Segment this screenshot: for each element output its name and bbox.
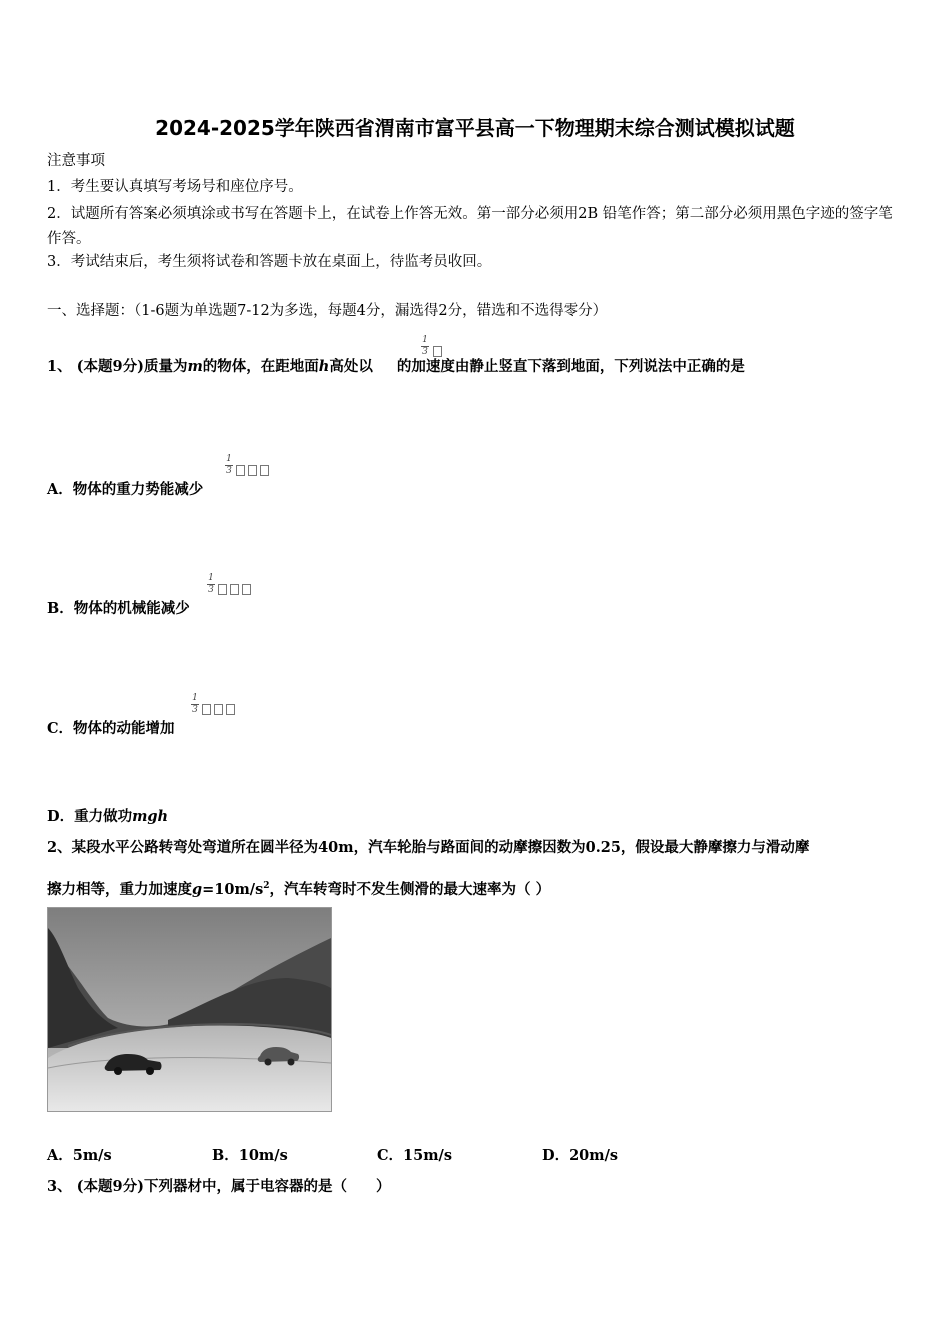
q1-option-d[interactable]: [47, 805, 168, 826]
q1-missing-glyph: [433, 341, 445, 360]
question-1-stem: [47, 357, 745, 377]
q2-option-a[interactable]: A．5m/s: [47, 1147, 112, 1164]
q1-var-h: h: [318, 358, 330, 375]
page-title: 2024-2025学年陕西省渭南市富平县高一下物理期末综合测试模拟试题: [155, 116, 795, 140]
notice-item-2: 2．试题所有答案必须填涂或书写在答题卡上，在试卷上作答无效。第一部分必须用2B 铅笔作答；第二部分必须用黑色字迹的签字笔作答。: [47, 206, 893, 247]
section-heading: 一、选择题：（1-6题为单选题7-12为多选，每题4分，漏选得2分，错选和不选得零分）: [47, 303, 608, 319]
q2-line2-b: =10m/s: [202, 880, 264, 898]
q2-var-g: g: [192, 880, 203, 898]
q1-fraction-num: 1: [422, 335, 428, 345]
q1-suffix: 的加速度由静止竖直下落到地面，下列说法中正确的是: [396, 358, 745, 375]
q1-option-d-var: mgh: [132, 808, 169, 825]
q1-option-a[interactable]: A．物体的重力势能减少: [47, 481, 204, 498]
q1-option-c-fraction: 1 3: [192, 693, 198, 715]
q1-fraction: [421, 336, 429, 357]
q1-mid: 的物体，在距地面: [202, 358, 319, 375]
q1-fraction-den: 3: [422, 347, 428, 357]
q2-option-b[interactable]: B．10m/s: [212, 1147, 288, 1164]
notice-heading: 注意事项: [47, 153, 105, 169]
notice-item-1: 1．考生要认真填写考场号和座位序号。: [47, 179, 303, 195]
q2-option-c[interactable]: C．15m/s: [377, 1147, 453, 1164]
question-2-line1: 2、某段水平公路转弯处弯道所在圆半径为40m，汽车轮胎与路面间的动摩擦因数为0.25，假设最大静摩擦力与滑动摩: [47, 839, 810, 856]
q1-option-b-fraction: 1 3: [208, 573, 214, 595]
q2-line2-a: 擦力相等，重力加速度: [47, 880, 192, 898]
q1-option-c[interactable]: C．物体的动能增加: [47, 720, 175, 737]
q1-option-b[interactable]: B．物体的机械能减少: [47, 600, 190, 617]
q1-mid2: 高处以: [329, 358, 373, 375]
q2-line2-sup: 2: [263, 881, 270, 891]
q1-prefix: 1、 (本题9分)质量为: [47, 358, 188, 375]
q1-option-d-text: D．重力做功: [47, 808, 133, 825]
question-2-line2: [47, 876, 550, 900]
q1-var-m: m: [187, 358, 203, 375]
q2-line2-c: ，汽车转弯时不发生侧滑的最大速率为（ ）: [269, 880, 551, 898]
notice-item-3: 3．考试结束后，考生须将试卷和答题卡放在桌面上，待监考员收回。: [47, 254, 492, 270]
q1-option-c-missing-glyphs: [202, 699, 238, 718]
q1-option-b-missing-glyphs: [218, 579, 254, 598]
q2-option-d[interactable]: D．20m/s: [542, 1147, 619, 1164]
question-3-stem: 3、 (本题9分)下列器材中，属于电容器的是（ ）: [47, 1178, 391, 1195]
curved-road-photo: [47, 907, 332, 1112]
q1-option-a-missing-glyphs: [236, 460, 272, 479]
q1-option-a-fraction: 1 3: [226, 454, 232, 476]
